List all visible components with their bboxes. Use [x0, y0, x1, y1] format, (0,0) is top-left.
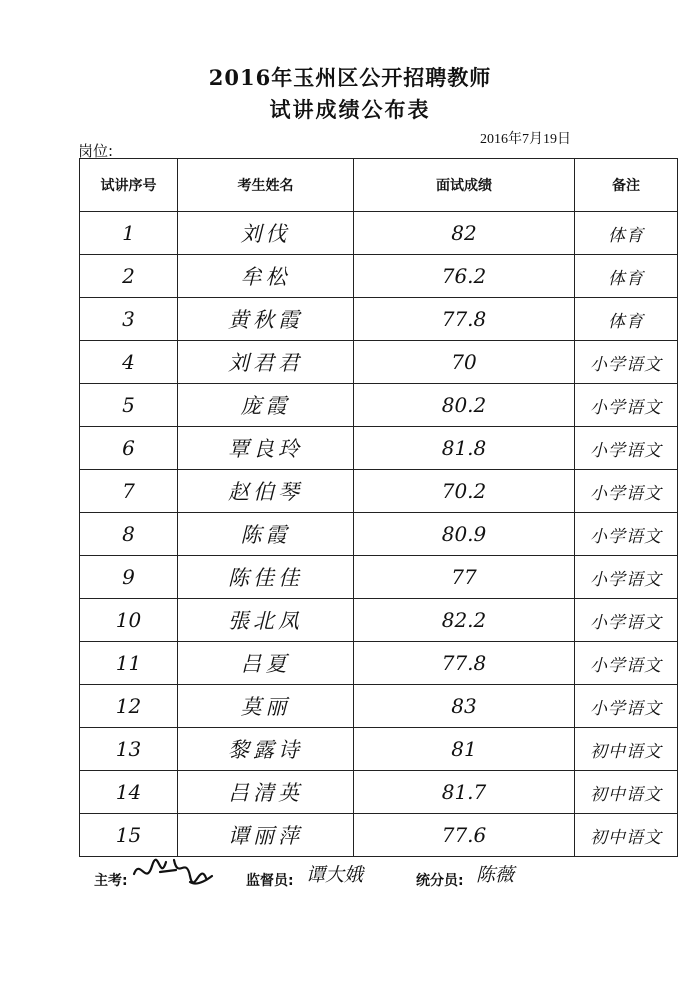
row-name: 張北凤: [178, 599, 354, 642]
table-row: [80, 642, 678, 685]
row-number: 3: [80, 298, 178, 341]
column-header-number: 试讲序号: [80, 159, 178, 212]
row-number: 11: [80, 642, 178, 685]
examiner-label: 主考:: [94, 873, 128, 889]
column-header-note: 备注: [575, 159, 678, 212]
table-header-row: [80, 159, 678, 212]
row-number: 5: [80, 384, 178, 427]
row-note: 初中语文: [575, 771, 678, 814]
row-name: 覃良玲: [178, 427, 354, 470]
row-note: 体育: [575, 212, 678, 255]
column-header-name: 考生姓名: [178, 159, 354, 212]
table-row: [80, 298, 678, 341]
row-name: 谭丽萍: [178, 814, 354, 857]
date-label: 2016年7月19日: [480, 132, 571, 147]
row-note: 小学语文: [575, 341, 678, 384]
row-number: 10: [80, 599, 178, 642]
row-number: 13: [80, 728, 178, 771]
row-number: 12: [80, 685, 178, 728]
row-name: 陈佳佳: [178, 556, 354, 599]
table-body: [80, 212, 678, 857]
table-row: [80, 212, 678, 255]
row-score: 77.8: [354, 298, 575, 341]
signature-footer: [94, 862, 614, 902]
supervisor-label: 监督员:: [246, 873, 294, 889]
table-row: [80, 685, 678, 728]
table-row: [80, 513, 678, 556]
row-name: 牟松: [178, 255, 354, 298]
row-score: 80.2: [354, 384, 575, 427]
score-table-container: [79, 158, 662, 857]
row-note: 小学语文: [575, 427, 678, 470]
title-line-1: 2016年玉州区公开招聘教师: [208, 65, 492, 90]
row-name: 刘君君: [178, 341, 354, 384]
supervisor-signature: 谭大娥: [306, 864, 364, 886]
row-score: 77: [354, 556, 575, 599]
row-number: 2: [80, 255, 178, 298]
table-row: [80, 728, 678, 771]
row-score: 80.9: [354, 513, 575, 556]
row-name: 吕夏: [178, 642, 354, 685]
row-score: 70: [354, 341, 575, 384]
row-number: 14: [80, 771, 178, 814]
table-row: [80, 470, 678, 513]
post-label: 岗位:: [78, 142, 114, 160]
row-name: 庞霞: [178, 384, 354, 427]
row-note: 小学语文: [575, 642, 678, 685]
table-row: [80, 771, 678, 814]
row-note: 小学语文: [575, 470, 678, 513]
row-score: 81.7: [354, 771, 575, 814]
row-note: 初中语文: [575, 728, 678, 771]
title-line-2: 试讲成绩公布表: [269, 97, 431, 122]
examiner-signature-scribble: [130, 852, 216, 892]
row-number: 6: [80, 427, 178, 470]
table-row: [80, 384, 678, 427]
table-row: [80, 255, 678, 298]
table-row: [80, 341, 678, 384]
scorer-signature: 陈薇: [476, 864, 515, 886]
row-note: 小学语文: [575, 599, 678, 642]
row-name: 赵伯琴: [178, 470, 354, 513]
row-score: 77.6: [354, 814, 575, 857]
row-score: 82.2: [354, 599, 575, 642]
row-name: 黄秋霞: [178, 298, 354, 341]
row-score: 81.8: [354, 427, 575, 470]
row-name: 刘伐: [178, 212, 354, 255]
table-row: [80, 599, 678, 642]
row-name: 黎露诗: [178, 728, 354, 771]
row-name: 莫丽: [178, 685, 354, 728]
row-score: 81: [354, 728, 575, 771]
row-note: 小学语文: [575, 513, 678, 556]
row-note: 初中语文: [575, 814, 678, 857]
row-score: 83: [354, 685, 575, 728]
row-note: 小学语文: [575, 685, 678, 728]
row-score: 82: [354, 212, 575, 255]
row-name: 吕清英: [178, 771, 354, 814]
row-number: 4: [80, 341, 178, 384]
row-number: 1: [80, 212, 178, 255]
row-number: 7: [80, 470, 178, 513]
row-note: 体育: [575, 298, 678, 341]
row-score: 77.8: [354, 642, 575, 685]
row-name: 陈霞: [178, 513, 354, 556]
row-score: 70.2: [354, 470, 575, 513]
table-row: [80, 814, 678, 857]
row-number: 8: [80, 513, 178, 556]
table-row: [80, 427, 678, 470]
row-note: 小学语文: [575, 556, 678, 599]
scorer-label: 统分员:: [416, 873, 464, 889]
row-number: 15: [80, 814, 178, 857]
row-score: 76.2: [354, 255, 575, 298]
row-note: 小学语文: [575, 384, 678, 427]
table-row: [80, 556, 678, 599]
row-number: 9: [80, 556, 178, 599]
column-header-score: 面试成绩: [354, 159, 575, 212]
score-table: [79, 158, 678, 857]
row-note: 体育: [575, 255, 678, 298]
